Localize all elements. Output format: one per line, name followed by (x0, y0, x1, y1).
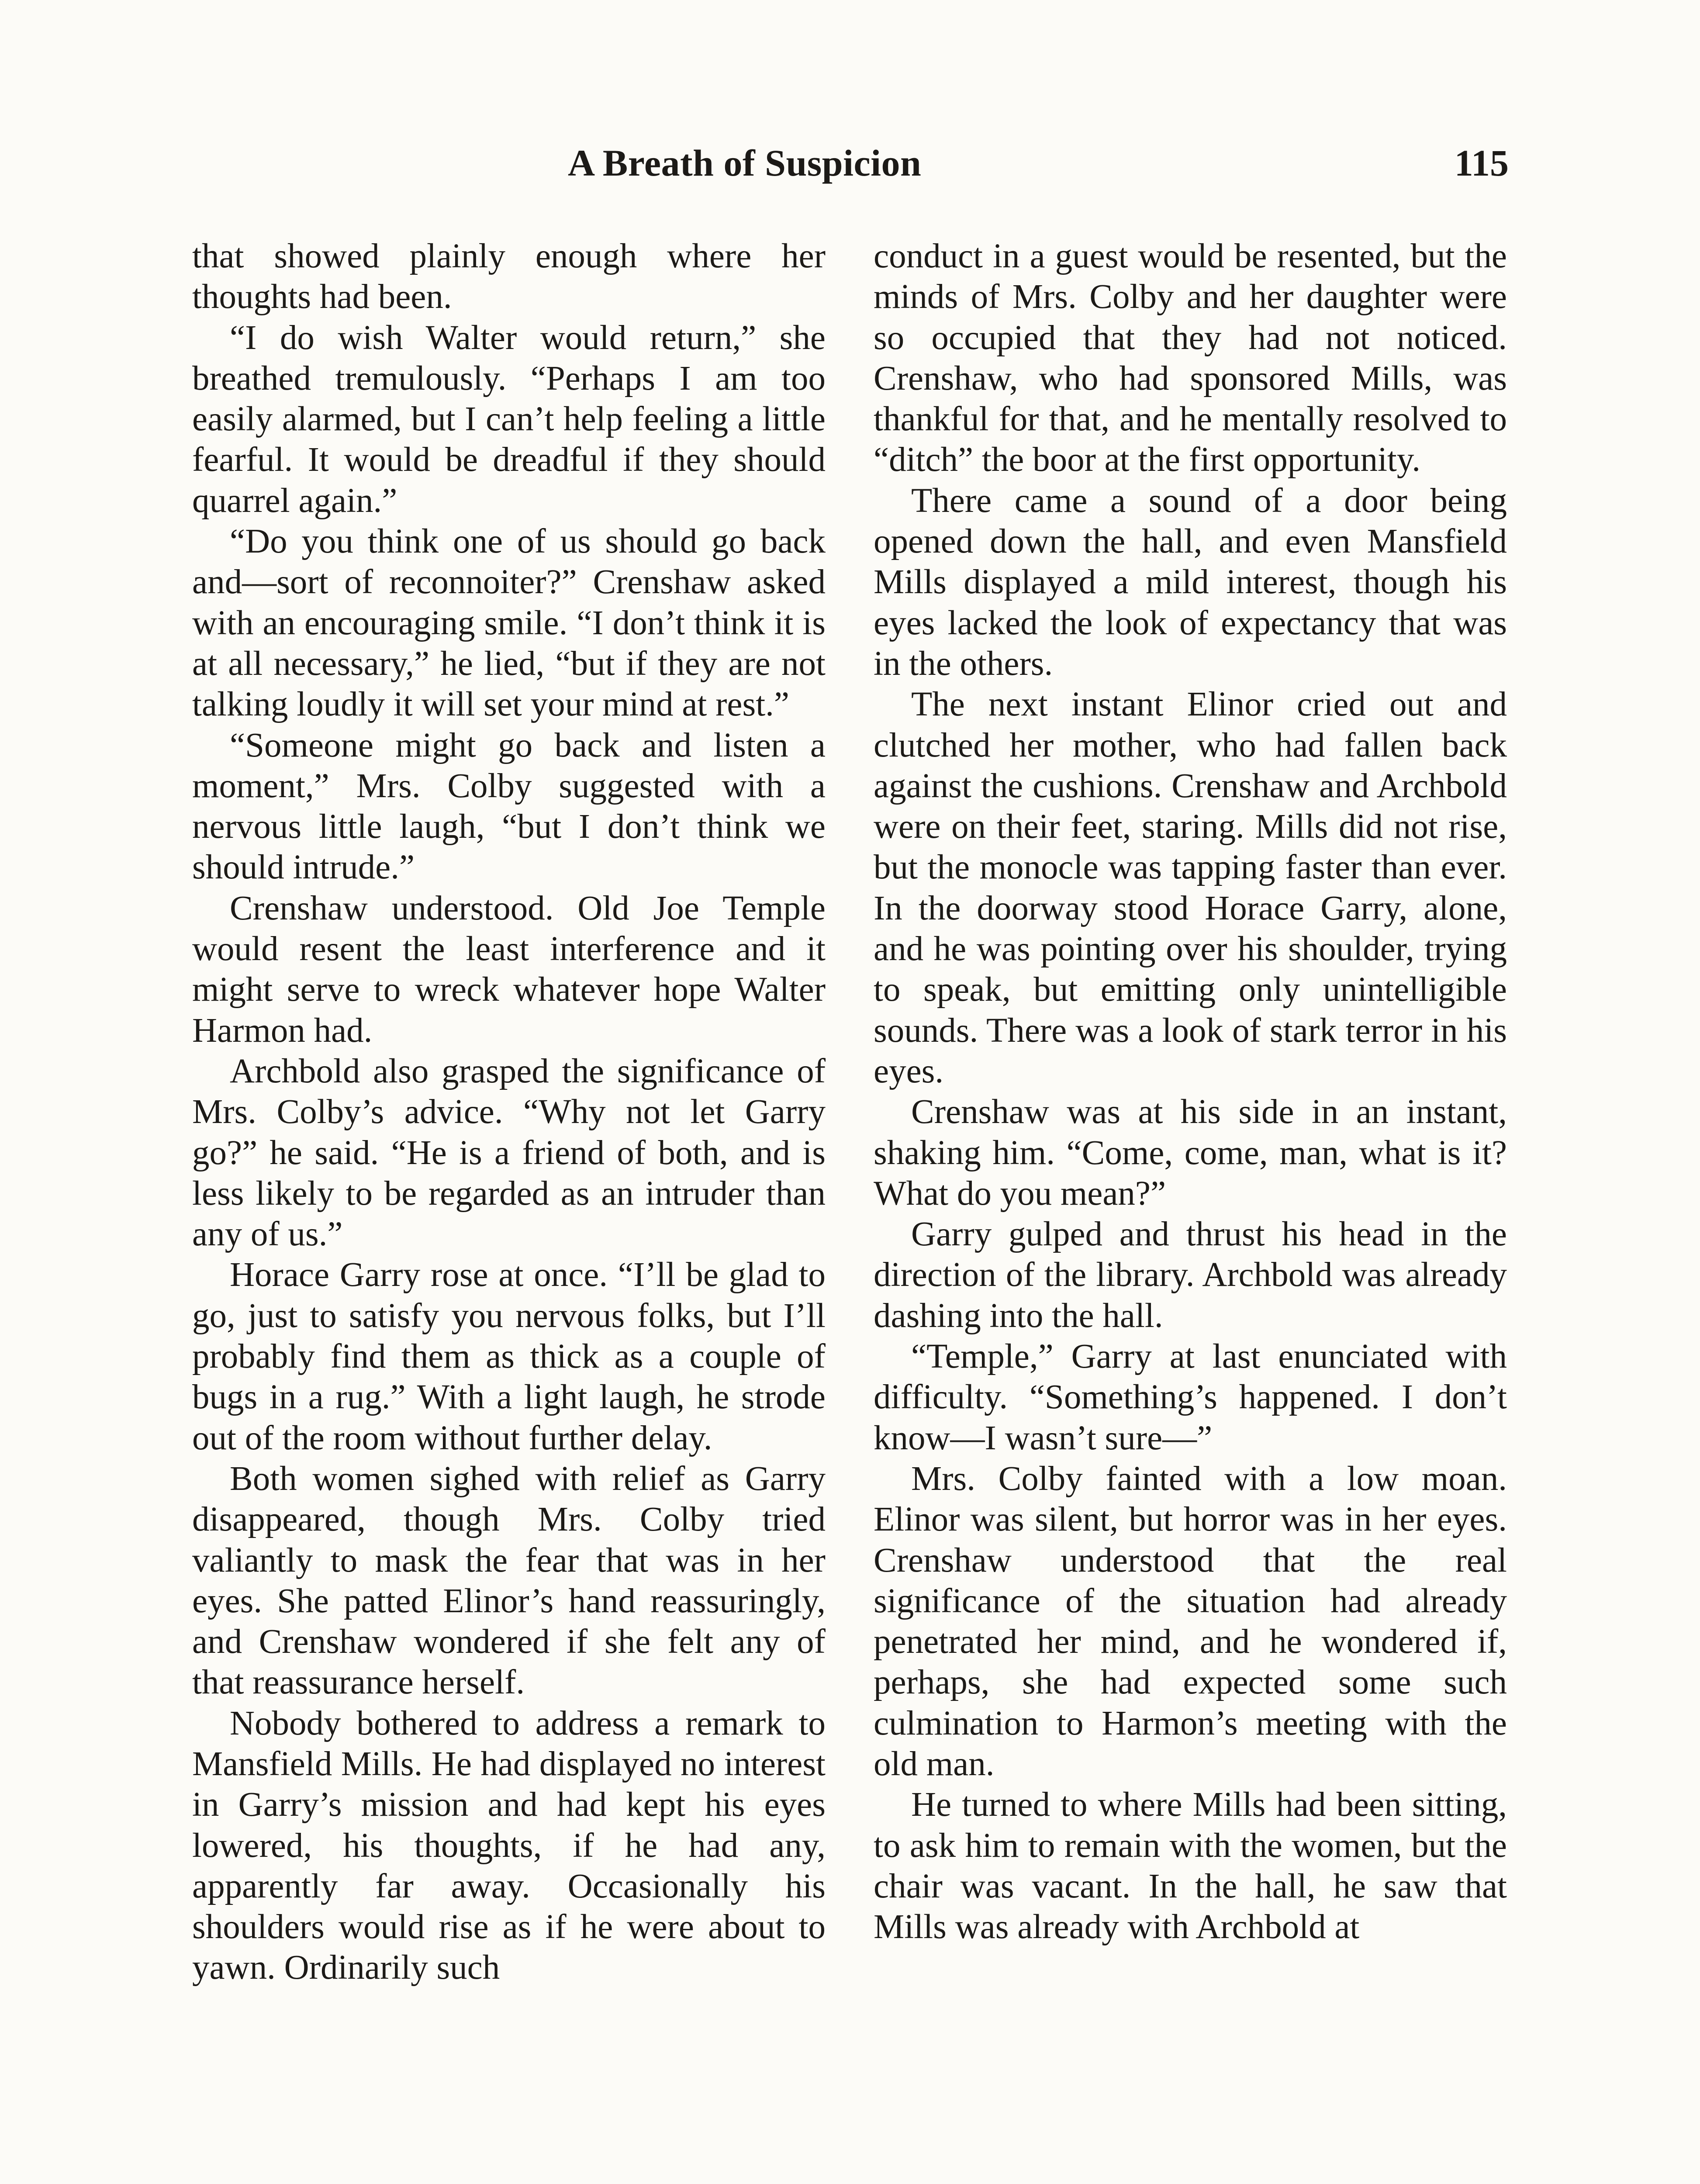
text-column-left (192, 236, 826, 1988)
paragraph: “Someone might go back and listen a moment,” Mrs. Colby suggested with a nervous little laugh, “but I don’t think we should intrude.” (192, 726, 826, 887)
paragraph: Horace Garry rose at once. “I’ll be glad to go, just to satisfy you nervous folks, but I’ll probably find them as thick as a couple of bugs in a rug.” With a light laugh, he strode out of the room without further delay. (192, 1256, 826, 1457)
paragraph: Garry gulped and thrust his head in the direction of the library. Archbold was already dashing into the hall. (874, 1215, 1507, 1335)
paragraph: Both women sighed with relief as Garry disappeared, though Mrs. Colby tried valiantly to mask the fear that was in her eyes. She patted Elinor’s hand reassuringly, and Crenshaw wondered if she felt any of that reassurance herself. (192, 1459, 826, 1702)
page-number: 115 (1454, 142, 1509, 184)
paragraph: Crenshaw understood. Old Joe Temple would resent the least interference and it might serve to wreck whatever hope Walter Harmon had. (192, 889, 826, 1050)
paragraph: Nobody bothered to address a remark to Mansfield Mills. He had displayed no interest in Garry’s mission and had kept his eyes lowered, his thoughts, if he had any, apparently far away. Occasionally his shoulders would rise as if he were about to yawn. Ordinarily such (192, 1704, 826, 1987)
paragraph: He turned to where Mills had been sitting, to ask him to remain with the women, but the chair was vacant. In the hall, he saw that Mills was already with Archbold at (874, 1786, 1507, 1946)
paragraph: Crenshaw was at his side in an instant, shaking him. “Come, come, man, what is it? What do you mean?” (874, 1093, 1507, 1213)
paragraph: Archbold also grasped the significance of Mrs. Colby’s advice. “Why not let Garry go?” he said. “He is a friend of both, and is less likely to be regarded as an intruder than any of us.” (192, 1052, 826, 1254)
running-head-title: A Breath of Suspicion (568, 142, 922, 184)
paragraph: that showed plainly enough where her thoughts had been. (192, 237, 826, 316)
paragraph: “I do wish Walter would return,” she breathed tremulously. “Perhaps I am too easily alarmed, but I can’t help feeling a little fearful. It would be dreadful if they should quarrel again.” (192, 318, 826, 520)
paragraph: Mrs. Colby fainted with a low moan. Elinor was silent, but horror was in her eyes. Crenshaw understood that the real significance of the situation had already penetrated her mind, and he wondered if, perhaps, she had expected some such culmination to Harmon’s meeting with the old man. (874, 1459, 1507, 1783)
paragraph: The next instant Elinor cried out and clutched her mother, who had fallen back against the cushions. Crenshaw and Archbold were on their feet, staring. Mills did not rise, but the monocle was tapping faster than ever. In the doorway stood Horace Garry, alone, and he was pointing over his shoulder, trying to speak, but emitting only unintelligible sounds. There was a look of stark terror in his eyes. (874, 685, 1507, 1090)
paragraph: “Do you think one of us should go back and—sort of reconnoiter?” Crenshaw asked with an encouraging smile. “I don’t think it is at all necessary,” he lied, “but if they are not talking loudly it will set your mind at rest.” (192, 522, 826, 724)
text-column-right (874, 236, 1507, 1947)
paragraph: There came a sound of a door being opened down the hall, and even Mansfield Mills displayed a mild interest, though his eyes lacked the look of expectancy that was in the others. (874, 481, 1507, 683)
paragraph: “Temple,” Garry at last enunciated with difficulty. “Something’s happened. I don’t know—I wasn’t sure—” (874, 1337, 1507, 1457)
paragraph: conduct in a guest would be resented, but the minds of Mrs. Colby and her daughter were so occupied that they had not noticed. Crenshaw, who had sponsored Mills, was thankful for that, and he mentally resolved to “ditch” the boor at the first opportunity. (874, 237, 1507, 479)
